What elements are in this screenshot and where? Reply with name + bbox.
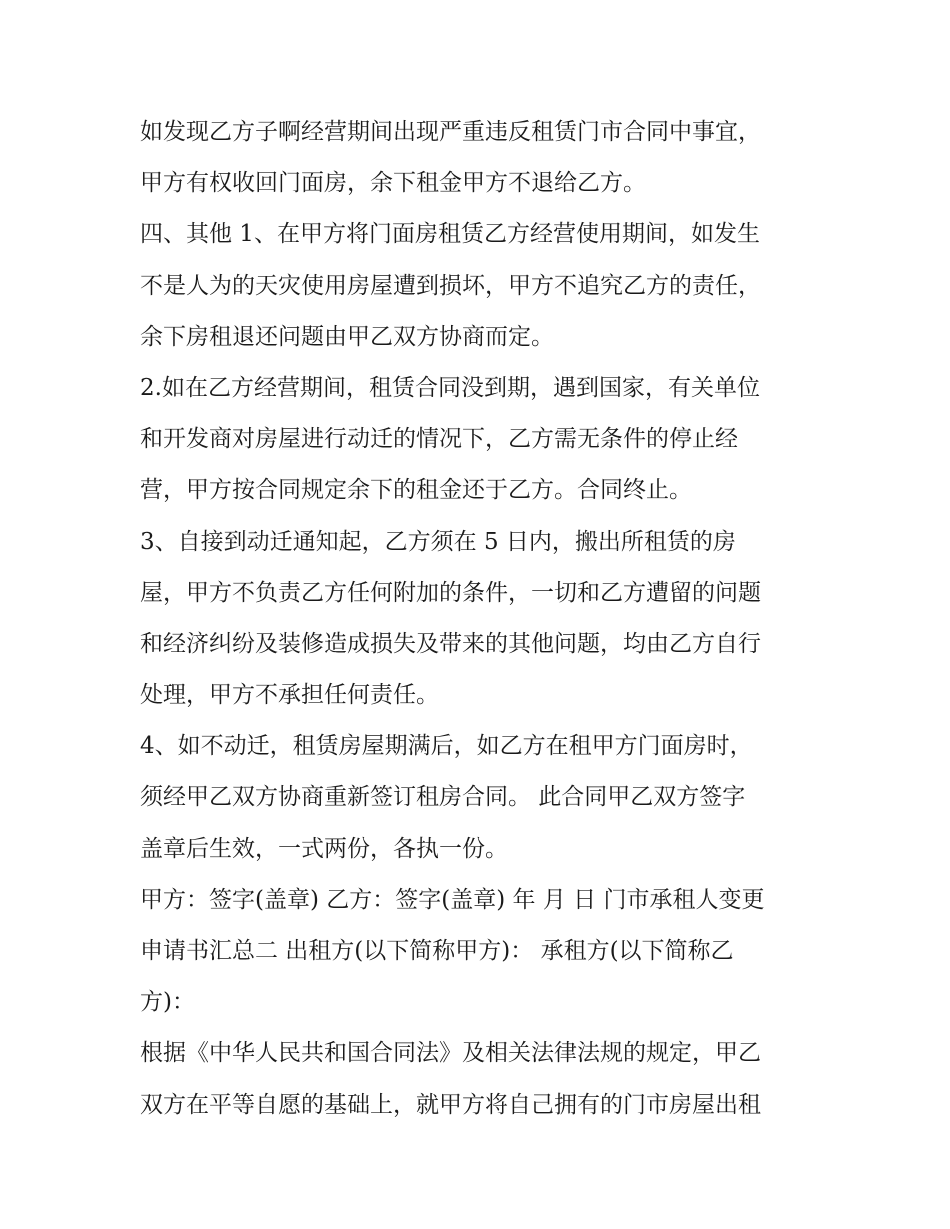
text-line: 和经济纠纷及装修造成损失及带来的其他问题，均由乙方自行 xyxy=(140,630,761,657)
document-body xyxy=(140,107,820,1131)
text-line: 4、如不动迁，租赁房屋期满后，如乙方在租甲方门面房时， xyxy=(140,733,753,760)
text-line: 方)： xyxy=(140,989,195,1016)
text-line: 四、其他 1、在甲方将门面房租赁乙方经营使用期间，如发生 xyxy=(140,221,760,248)
text-line: 盖章后生效，一式两份，各执一份。 xyxy=(140,835,508,862)
text-line: 余下房租退还问题由甲乙双方协商而定。 xyxy=(140,323,554,350)
text-line: 须经甲乙双方协商重新签订租房合同。 此合同甲乙双方签字 xyxy=(140,784,746,811)
text-line: 双方在平等自愿的基础上，就甲方将自己拥有的门市房屋出租 xyxy=(140,1091,761,1118)
text-line: 屋，甲方不负责乙方任何附加的条件，一切和乙方遭留的问题 xyxy=(140,579,761,606)
text-line: 如发现乙方子啊经营期间出现严重违反租赁门市合同中事宜， xyxy=(140,119,761,145)
text-line: 不是人为的天灾使用房屋遭到损坏，甲方不追究乙方的责任， xyxy=(140,272,761,299)
text-line: 根据《中华人民共和国合同法》及相关法律法规的规定，甲乙 xyxy=(140,1040,761,1067)
text-line: 申请书汇总二 出租方(以下简称甲方)： 承租方(以下简称乙 xyxy=(140,938,734,964)
text-line: 甲方有权收回门面房，余下租金甲方不退给乙方。 xyxy=(140,170,646,197)
text-line: 处理，甲方不承担任何责任。 xyxy=(140,682,439,709)
text-line: 营，甲方按合同规定余下的租金还于乙方。合同终止。 xyxy=(140,477,692,504)
text-line: 甲方：签字(盖章) 乙方：签字(盖章) 年 月 日 门市承租人变更 xyxy=(140,886,765,913)
text-line: 3、自接到动迁通知起，乙方须在 5 日内，搬出所租赁的房 xyxy=(140,528,736,555)
text-line: 2.如在乙方经营期间，租赁合同没到期，遇到国家，有关单位 xyxy=(140,374,760,401)
text-line: 和开发商对房屋进行动迁的情况下，乙方需无条件的停止经 xyxy=(140,426,738,453)
